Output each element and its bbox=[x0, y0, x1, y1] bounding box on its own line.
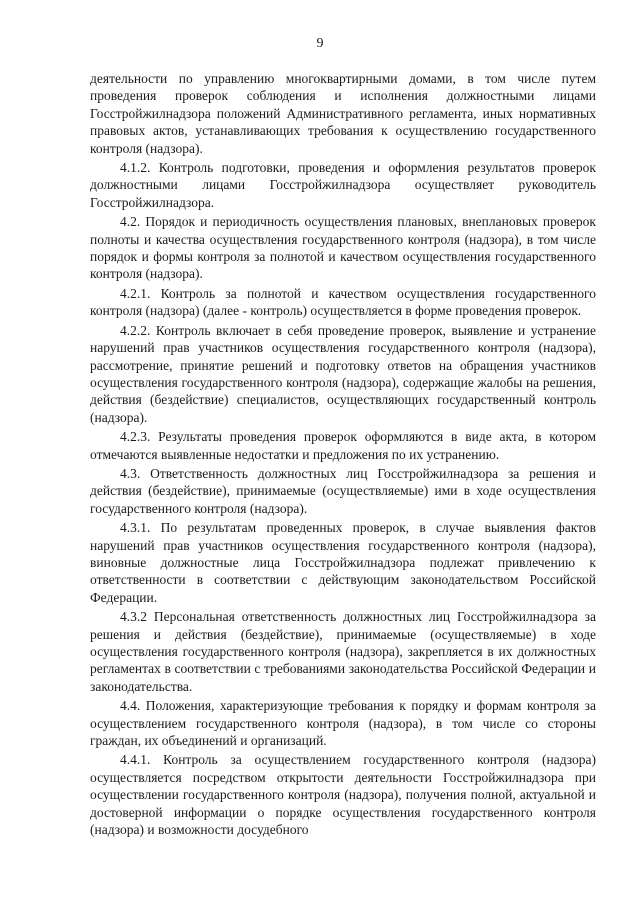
paragraph: 4.2.1. Контроль за полнотой и качеством осуществления государственного контроля (надзора) (далее - контроль) осуществляется в форме проведения проверок. bbox=[90, 285, 596, 319]
paragraph: деятельности по управлению многоквартирными домами, в том числе путем проведения проверок соблюдения и исполнения должностными лицами Госстройжилнадзора положений Административного регламента, иных нормативных правовых актов, устанавливающих требования к осуществлению государственного контроля (надзора). bbox=[90, 71, 596, 156]
paragraph: 4.1.2. Контроль подготовки, проведения и оформления результатов проверок должностными лицами Госстройжилнадзора осуществляет руководитель Госстройжилнадзора. bbox=[90, 160, 596, 210]
paragraph: 4.3.1. По результатам проведенных проверок, в случае выявления фактов нарушений прав участников осуществления государственного контроля (надзора), виновные должностные лица Госстройжилнадзора подлежат привлечению к ответственности в соответствии с действующим законодательством Российской Федерации. bbox=[90, 520, 596, 605]
document-body bbox=[90, 70, 596, 840]
paragraph: 4.4.1. Контроль за осуществлением государственного контроля (надзора) осуществляется посредством открытости деятельности Госстройжилнадзора при осуществлении государственного контроля (надзора), получения полной, актуальной и достоверной информации о порядке осуществления государственного контроля (надзора) и возможности досудебного bbox=[90, 752, 596, 838]
paragraph: 4.2.3. Результаты проведения проверок оформляются в виде акта, в котором отмечаются выявленные недостатки и предложения по их устранению. bbox=[90, 429, 596, 462]
page-number: 9 bbox=[316, 36, 324, 51]
paragraph: 4.2. Порядок и периодичность осуществления плановых, внеплановых проверок полноты и качества осуществления государственного контроля (надзора), в том числе порядок и формы контроля за полнотой и качеством осуществления государственного контроля (надзора). bbox=[90, 214, 596, 282]
paragraph: 4.2.2. Контроль включает в себя проведение проверок, выявление и устранение нарушений прав участников осуществления государственного контроля (надзора), рассмотрение, принятие решений и подготовку ответов на обращения участников осуществления государственного контроля (надзора), содержащие жалобы на решения, действия (бездействие) специалистов, осуществляющих государственный контроль (надзора). bbox=[90, 322, 596, 425]
paragraph: 4.3.2 Персональная ответственность должностных лиц Госстройжилнадзора за решения и действия (бездействие), принимаемые (осуществляемые) в ходе осуществления государственного контроля (надзора), закрепляется в их должностных регламентах в соответствии с требованиями законодательства Российской Федерации и законодательства. bbox=[90, 609, 596, 694]
paragraph: 4.4. Положения, характеризующие требования к порядку и формам контроля за осуществлением государственного контроля (надзора), в том числе со стороны граждан, их объединений и организаций. bbox=[90, 698, 596, 749]
paragraph: 4.3. Ответственность должностных лиц Госстройжилнадзора за решения и действия (бездействие), принимаемые (осуществляемые) ими в ходе осуществления государственного контроля (надзора). bbox=[90, 465, 596, 516]
